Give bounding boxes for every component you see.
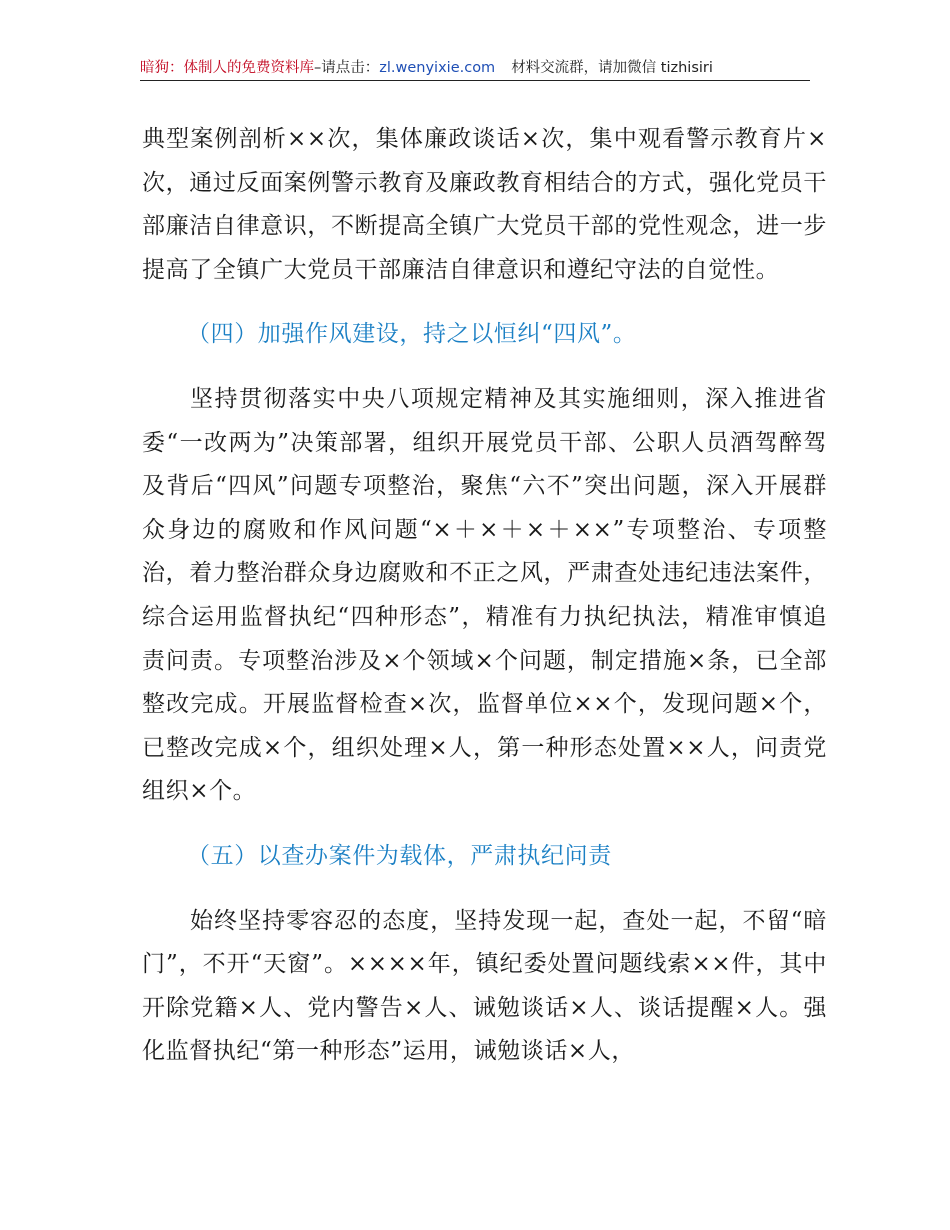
- page-header: [140, 56, 810, 80]
- paragraph-3: 始终坚持零容忍的态度，坚持发现一起，查处一起，不留“暗门”，不开“天窗”。××××年，镇纪委处置问题线索××件，其中开除党籍×人、党内警告×人、诫勉谈话×人、谈话提醒×人。强化监督执纪“第一种形态”运用，诫勉谈话×人，: [142, 907, 827, 1065]
- site-link[interactable]: zl.wenyixie.com: [379, 60, 496, 76]
- header-divider: [140, 80, 810, 81]
- site-name: 暗狗：体制人的免费资料库: [140, 60, 314, 76]
- click-prompt: –请点击：: [314, 60, 380, 76]
- paragraph-1: 典型案例剖析××次，集体廉政谈话×次，集中观看警示教育片×次，通过反面案例警示教育及廉政教育相结合的方式，强化党员干部廉洁自律意识，不断提高全镇广大党员干部的党性观念，进一步提高了全镇广大党员干部廉洁自律意识和遵纪守法的自觉性。: [142, 126, 827, 283]
- group-contact: 材料交流群，请加微信 tizhisiri: [511, 60, 713, 76]
- section-heading-4: （四）加强作风建设，持之以恒纠“四风”。: [187, 321, 637, 348]
- document-body: [142, 118, 827, 1074]
- section-heading-5: （五）以查办案件为载体，严肃执纪问责: [187, 842, 612, 869]
- paragraph-2: 坚持贯彻落实中央八项规定精神及其实施细则，深入推进省委“一改两为”决策部署，组织开展党员干部、公职人员酒驾醉驾及背后“四风”问题专项整治，聚焦“六不”突出问题，深入开展群众身边的腐败和作风问题“×＋×＋×＋××”专项整治、专项整治，着力整治群众身边腐败和不正之风，严肃查处违纪违法案件，综合运用监督执纪“四种形态”，精准有力执纪执法，精准审慎追责问责。专项整治涉及×个领域×个问题，制定措施×条，已全部整改完成。开展监督检查×次，监督单位××个，发现问题×个，已整改完成×个，组织处理×人，第一种形态处置××人，问责党组织×个。: [142, 385, 827, 805]
